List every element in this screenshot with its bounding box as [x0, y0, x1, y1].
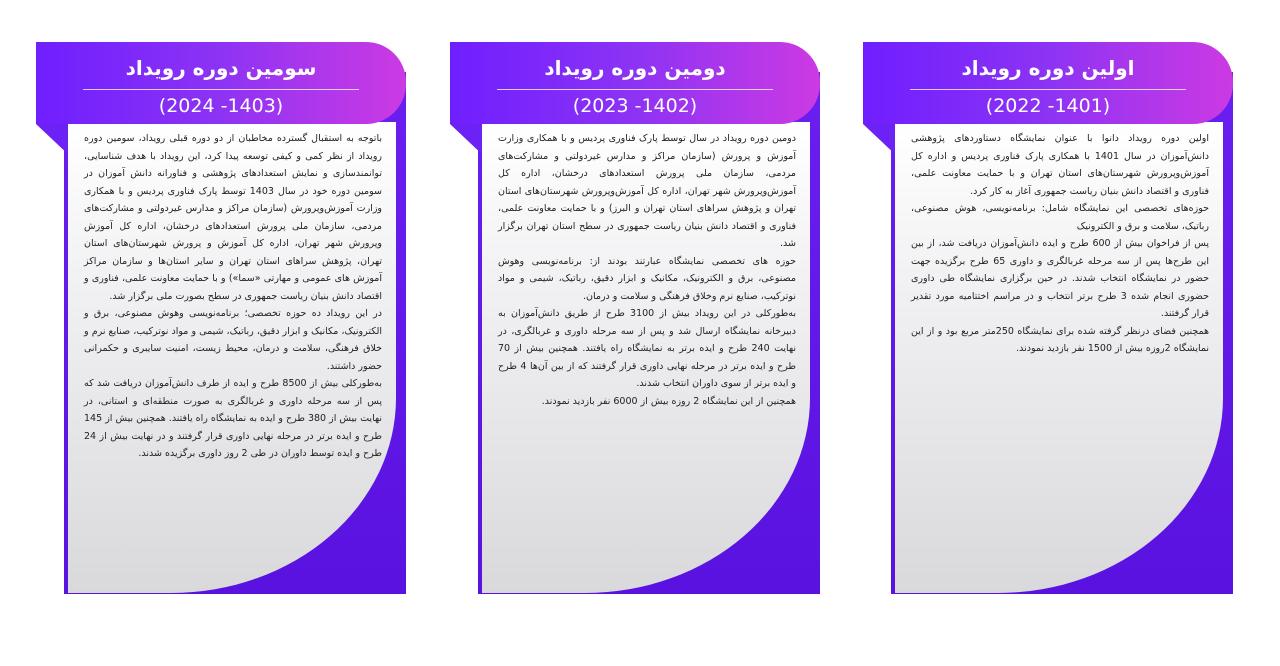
card-paragraph: به‌طورکلی در این رویداد بیش از 3100 طرح از طریق دانش‌آموزان به دبیرخانه نمایشگاه ارسال شد و پس از سه مرحله داوری و غربالگری، در نهایت 240 طرح و ایده برتر به نمایشگاه راه یافتند. همچنین بیش از 70 طرح و ایده برتر در مرحله نهایی داوری قرار گرفتند که از بین آن‌ها 4 طرح و ایده برتر از سوی داوران انتخاب شدند.	[498, 308, 796, 389]
card-paragraph: همچنین فضای درنظر گرفته شده برای نمایشگاه 250متر مربع بود و از این نمایشگاه 2روزه بیش از 1500 نفر بازدید نمودند.	[911, 325, 1209, 354]
card-header	[450, 42, 820, 124]
ribbon-fold	[450, 124, 486, 158]
card-paragraph: باتوجه به استقبال گسترده مخاطبان از دو دوره قبلی رویداد، سومین دوره رویداد از نظر کمی و کیفی توسعه پیدا کرد، این رویداد با هدف شناسایی، توانمندسازی و نمایش استعدادهای پژوهشی و فناورانه دانش آموزان در سومین دوره خود در سال 1403 توسط پارک فناوری پردیس و با همکاری وزارت آموزش‌وپرورش (سازمان مراکز و مدارس غیردولتی و مشارکت‌های مردمی، سازمان ملی پرورش استعدادهای درخشان، اداره کل آموزش وپرورش شهر تهران، اداره کل آموزش و پرورش شهرستان‌های استان تهران، پژوهش سراهای استان تهران و سایر استان‌ها و سازمان مراکز آموزش های عمومی و مهارتی «سما») و با حمایت معاونت علمی، فناوری و اقتصاد دانش بنیان ریاست جمهوری در سطح بصورت ملی برگزار شد.	[84, 133, 382, 302]
card-paragraph: پس از فراخوان بیش از 600 طرح و ایده دانش‌آموزان دریافت شد، از بین این طرح‌ها پس از سه مرحله غربالگری و داوری 65 طرح برگزیده جهت حضور در نمایشگاه انتخاب شدند. در حین برگزاری نمایشگاه طی داوری حضوری انجام شده 3 طرح برتر انتخاب و در مراسم اختتامیه مورد تقدیر قرار گرفتند.	[911, 238, 1209, 319]
card-header	[36, 42, 406, 124]
card-title: اولین دوره رویداد	[961, 56, 1135, 80]
header-divider	[910, 89, 1186, 90]
card-paragraph: اولین دوره رویداد دانوا با عنوان نمایشگاه دستاوردهای پژوهشی دانش‌آموزان در سال 1401 با همکاری پارک فناوری پردیس و اداره کل آموزش‌وپرورش شهرستان‌های استان تهران و با حمایت معاونت علمی، فناوری و اقتصاد دانش بنیان ریاست جمهوری آغاز به کار کرد.	[911, 133, 1209, 197]
card-paragraph: همچنین از این نمایشگاه 2 روزه بیش از 6000 نفر بازدید نمودند.	[541, 395, 796, 407]
card-title: دومین دوره رویداد	[544, 56, 726, 80]
header-divider	[497, 89, 773, 90]
event-card-third	[36, 42, 406, 594]
card-year: (2023 -1402)	[572, 95, 698, 117]
card-paragraph: به‌طورکلی بیش از 8500 طرح و ایده از طرف دانش‌آموزان دریافت شد که پس از سه مرحله داوری و غربالگری به صورت منطقه‌ای و استانی، در نهایت بیش از 380 طرح و ایده به نمایشگاه راه یافتند. همچنین بیش از 145 طرح و ایده برتر در مرحله نهایی داوری قرار گرفتند و در نهایت بیش از 24 طرح و ایده توسط داوران در طی 2 روز داوری برگزیده شدند.	[84, 378, 382, 459]
ribbon-fold	[863, 124, 899, 158]
card-paragraph: در این رویداد ده حوزه تخصصی؛ برنامه‌نویسی وهوش مصنوعی، برق و الکترونیک، مکانیک و ابزار دقیق، رباتیک، شیمی و مواد نوترکیب، صنایع نرم و خلاق فرهنگی، سلامت و درمان، محیط زیست، امنیت سایبری و حکمرانی حضور داشتند.	[84, 308, 382, 372]
header-divider	[83, 89, 359, 90]
event-card-second	[450, 42, 820, 594]
card-header	[863, 42, 1233, 124]
card-title: سومین دوره رویداد	[125, 56, 317, 80]
ribbon-fold	[36, 124, 72, 158]
card-year: (2022 -1401)	[985, 95, 1111, 117]
event-card-first	[863, 42, 1233, 594]
card-paragraph: حوزه های تخصصی نمایشگاه عبارتند بودند از: برنامه‌نویسی وهوش مصنوعی، برق و الکترونیک، مکانیک و ابزار دقیق، رباتیک، شیمی و مواد نوترکیب، صنایع نرم وخلاق فرهنگی و سلامت و درمان.	[498, 255, 796, 302]
card-year: (2024 -1403)	[158, 95, 284, 117]
card-paragraph: حوزه‌های تخصصی این نمایشگاه شامل: برنامه‌نویسی، هوش مصنوعی، رباتیک، سلامت و برق و الکترونیک	[911, 203, 1209, 232]
card-paragraph: دومین دوره رویداد در سال توسط پارک فناوری پردیس و با همکاری وزارت آموزش و پرورش (سازمان مراکز و مدارس غیردولتی و مشارکت‌های مردمی، سازمان ملی پرورش استعدادهای درخشان، اداره کل آموزش‌وپرورش شهر تهران، اداره کل آموزش‌وپرورش شهرستان‌های استان تهران و پژوهش سراهای استان تهران و البرز) و با حمایت معاونت علمی، فناوری و اقتصاد دانش بنیان ریاست جمهوری در سطح استان تهران برگزار شد.	[498, 133, 796, 249]
